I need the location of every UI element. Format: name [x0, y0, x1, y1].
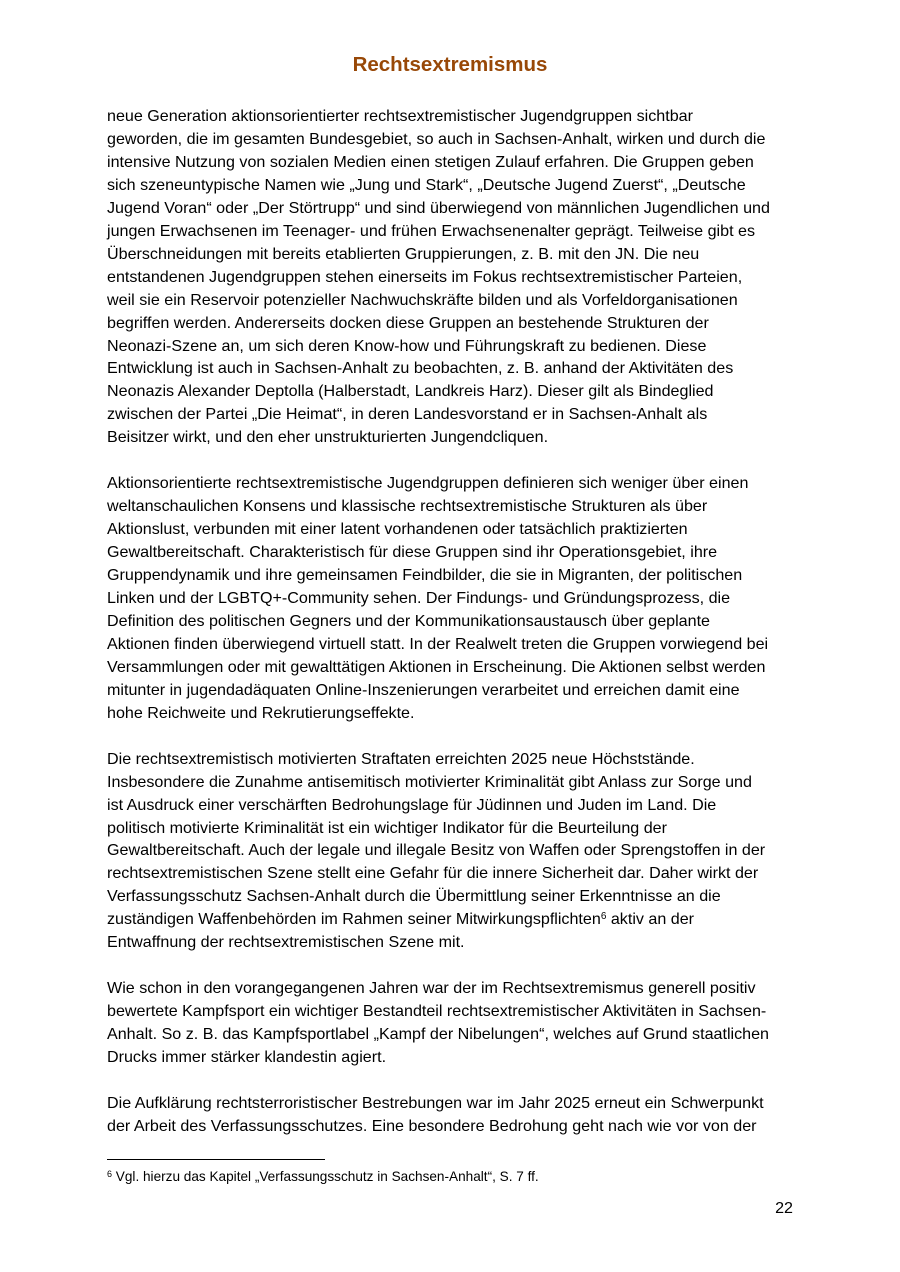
line-text: Versammlungen oder mit gewalttätigen Aktionen in Erscheinung. Die Aktionen selbst werden — [107, 657, 766, 676]
text-line — [107, 426, 800, 449]
line-text: Anhalt. So z. B. das Kampfsportlabel „Kampf der Nibelungen“, welches auf Grund staatlichen — [107, 1025, 769, 1044]
text-line — [107, 1115, 800, 1138]
line-text: geworden, die im gesamten Bundesgebiet, so auch in Sachsen-Anhalt, wirken und durch die — [107, 129, 766, 148]
paragraph — [107, 748, 800, 955]
text-line — [107, 1000, 800, 1023]
line-text: Entwaffnung der rechtsextremistischen Szene mit. — [107, 933, 465, 952]
line-text: weil sie ein Reservoir potenzieller Nachwuchskräfte bilden und als Vorfeldorganisationen — [107, 290, 738, 309]
text-line — [107, 702, 800, 725]
text-line — [107, 541, 800, 564]
line-text: Beisitzer wirkt, und den eher unstrukturierten Jungendcliquen. — [107, 428, 549, 447]
text-line — [107, 495, 800, 518]
line-text: Die Aufklärung rechtsterroristischer Bestrebungen war im Jahr 2025 erneut ein Schwerpunkt — [107, 1093, 764, 1112]
text-line — [107, 403, 800, 426]
text-line — [107, 794, 800, 817]
text-line — [107, 817, 800, 840]
paragraph — [107, 105, 800, 449]
text-line — [107, 380, 800, 403]
line-text: sich szeneuntypische Namen wie „Jung und Stark“, „Deutsche Jugend Zuerst“, „Deutsche — [107, 175, 746, 194]
text-line — [107, 197, 800, 220]
page-number: 22 — [775, 1199, 793, 1217]
text-line — [107, 908, 800, 931]
line-text: Drucks immer stärker klandestin agiert. — [107, 1048, 387, 1067]
line-text: Jugend Voran“ oder „Der Störtrupp“ und sind überwiegend von männlichen Jugendlichen und — [107, 198, 770, 217]
line-text: neue Generation aktionsorientierter rechtsextremistischer Jugendgruppen sichtbar — [107, 107, 693, 125]
line-text: weltanschaulichen Konsens und klassische rechtsextremistische Strukturen als über — [107, 497, 708, 516]
line-text: hohe Reichweite und Rekrutierungseffekte. — [107, 703, 415, 722]
text-line — [107, 839, 800, 862]
line-text: aktiv an der — [606, 910, 695, 929]
footnote — [107, 1168, 539, 1186]
text-line — [107, 518, 800, 541]
line-text: entstandenen Jugendgruppen stehen einerseits im Fokus rechtsextremistischer Parteien, — [107, 267, 743, 286]
line-text: Überschneidungen mit bereits etablierten Gruppierungen, z. B. mit den JN. Die neu — [107, 244, 700, 263]
line-text: ist Ausdruck einer verschärften Bedrohungslage für Jüdinnen und Juden im Land. Die — [107, 795, 717, 814]
line-text: Aktionslust, verbunden mit einer latent vorhandenen oder tatsächlich praktizierten — [107, 520, 688, 539]
line-text: Wie schon in den vorangegangenen Jahren war der im Rechtsextremismus generell positiv — [107, 979, 756, 998]
text-line — [107, 1023, 800, 1046]
line-text: zwischen der Partei „Die Heimat“, in deren Landesvorstand er in Sachsen-Anhalt als — [107, 405, 708, 424]
footnote-reference: 6 — [600, 911, 607, 923]
text-line — [107, 862, 800, 885]
line-text: politisch motivierte Kriminalität ist ein wichtiger Indikator für die Beurteilung der — [107, 818, 667, 837]
line-text: zuständigen Waffenbehörden im Rahmen seiner Mitwirkungspflichten — [107, 910, 601, 929]
footnote-number: 6 — [107, 1169, 113, 1179]
line-text: begriffen werden. Andererseits docken diese Gruppen an bestehende Strukturen der — [107, 313, 709, 332]
line-text: jungen Erwachsenen im Teenager- und frühen Erwachsenenalter geprägt. Teilweise gibt es — [107, 221, 756, 240]
text-line — [107, 174, 800, 197]
line-text: Aktionen finden überwiegend virtuell statt. In der Realwelt treten die Gruppen vorwiegend bei — [107, 634, 769, 653]
line-text: Linken und der LGBTQ+-Community sehen. Der Findungs- und Gründungsprozess, die — [107, 589, 731, 607]
line-text: bewertete Kampfsport ein wichtiger Bestandteil rechtsextremistischer Aktivitäten in Sachsen- — [107, 1002, 767, 1021]
line-text: Insbesondere die Zunahme antisemitisch motivierter Kriminalität gibt Anlass zur Sorge und — [107, 772, 752, 791]
line-text: Entwicklung ist auch in Sachsen-Anhalt zu beobachten, z. B. anhand der Aktivitäten des — [107, 359, 734, 378]
line-text: mitunter in jugendadäquaten Online-Inszenierungen verarbeitet und erreichen damit eine — [107, 680, 740, 699]
paragraph — [107, 472, 800, 724]
text-line — [107, 220, 800, 243]
text-line — [107, 151, 800, 174]
text-line — [107, 357, 800, 380]
text-line — [107, 472, 800, 495]
line-text: Gruppendynamik und ihre gemeinsamen Feindbilder, die sie in Migranten, der politischen — [107, 566, 743, 585]
footnote-separator — [107, 1159, 325, 1160]
text-line — [107, 289, 800, 312]
footnote-text: Vgl. hierzu das Kapitel „Verfassungsschutz in Sachsen-Anhalt“, S. 7 ff. — [112, 1169, 539, 1184]
line-text: intensive Nutzung von sozialen Medien einen stetigen Zulauf erfahren. Die Gruppen geben — [107, 152, 754, 171]
text-line — [107, 564, 800, 587]
text-line — [107, 931, 800, 954]
paragraph — [107, 977, 800, 1069]
line-text: Neonazis Alexander Deptolla (Halberstadt, Landkreis Harz). Dieser gilt als Bindeglied — [107, 382, 714, 401]
text-line — [107, 633, 800, 656]
text-line — [107, 243, 800, 266]
text-line — [107, 771, 800, 794]
line-text: Aktionsorientierte rechtsextremistische Jugendgruppen definieren sich weniger über einen — [107, 474, 749, 493]
text-line — [107, 312, 800, 335]
text-line — [107, 1046, 800, 1069]
line-text: Definition des politischen Gegners und der Kommunikationsaustausch über geplante — [107, 611, 710, 630]
line-text: Gewaltbereitschaft. Auch der legale und illegale Besitz von Waffen oder Sprengstoffen in der — [107, 841, 766, 860]
line-text: Verfassungsschutz Sachsen-Anhalt durch die Übermittlung seiner Erkenntnisse an die — [107, 887, 721, 906]
text-line — [107, 128, 800, 151]
text-line — [107, 656, 800, 679]
text-line — [107, 266, 800, 289]
text-line — [107, 679, 800, 702]
line-text: Neonazi-Szene an, um sich deren Know-how und Führungskraft zu bedienen. Diese — [107, 336, 707, 355]
text-line — [107, 610, 800, 633]
text-line — [107, 1092, 800, 1115]
text-line — [107, 587, 800, 610]
line-text: der Arbeit des Verfassungsschutzes. Eine besondere Bedrohung geht nach wie vor von der — [107, 1116, 757, 1135]
text-line — [107, 105, 800, 128]
body-text — [107, 105, 800, 1161]
line-text: Die rechtsextremistisch motivierten Straftaten erreichten 2025 neue Höchststände. — [107, 749, 695, 768]
text-line — [107, 335, 800, 358]
paragraph — [107, 1092, 800, 1138]
page-title: Rechtsextremismus — [352, 53, 548, 76]
text-line — [107, 977, 800, 1000]
text-line — [107, 748, 800, 771]
line-text: Gewaltbereitschaft. Charakteristisch für diese Gruppen sind ihr Operationsgebiet, ihre — [107, 543, 718, 562]
text-line — [107, 885, 800, 908]
line-text: rechtsextremistischen Szene stellt eine Gefahr für die innere Sicherheit dar. Daher wirkt der — [107, 864, 759, 883]
